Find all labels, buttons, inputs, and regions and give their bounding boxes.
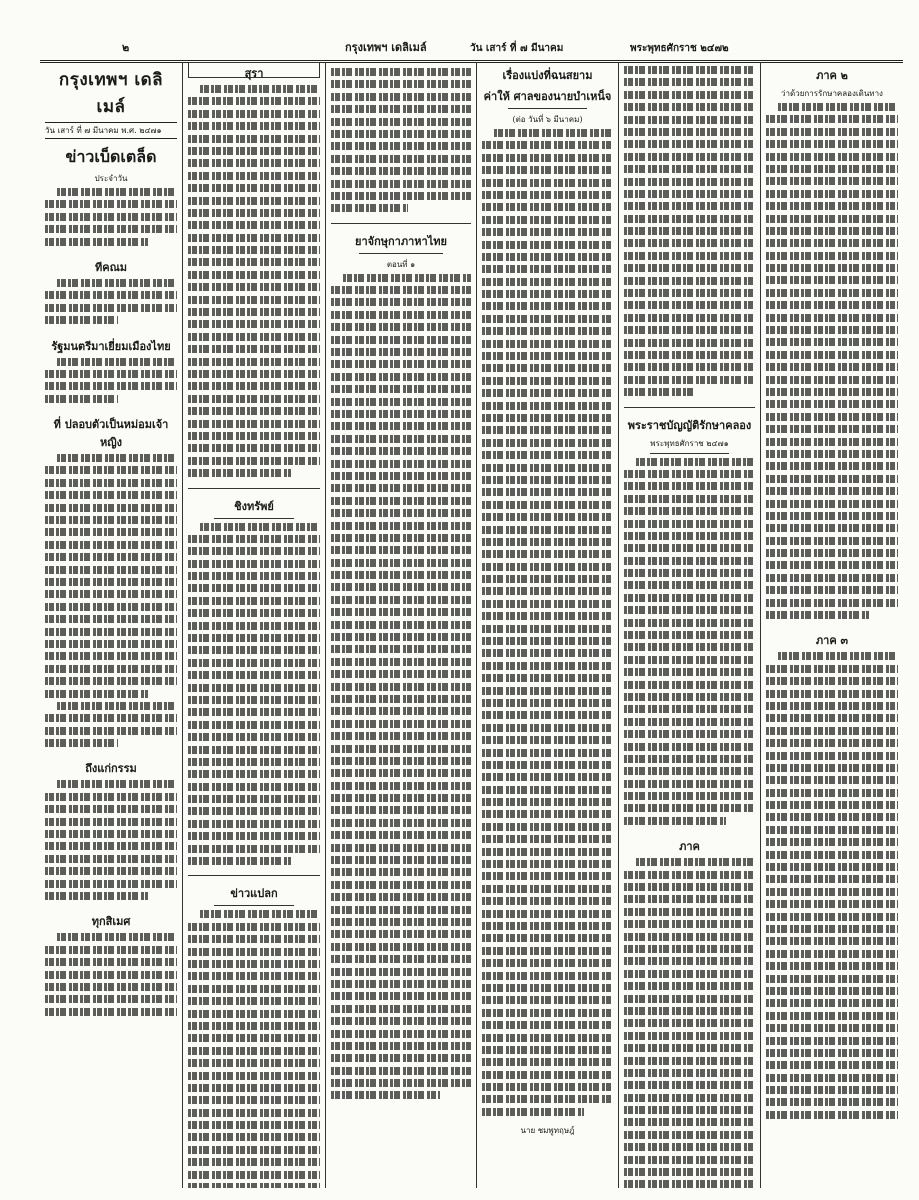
section-heading: ที่ ปลอบตัวเป็นหม่อมเจ้าหญิง <box>53 418 169 450</box>
column-5 <box>619 62 761 1188</box>
article-text <box>45 279 177 329</box>
article-text <box>624 458 755 830</box>
author-signature: นาย ชมพูทฤษฎ์ <box>520 1126 575 1136</box>
masthead-title: กรุงเทพฯ เดลิเมล์ <box>58 70 164 117</box>
column-1 <box>40 62 183 1188</box>
divider <box>508 108 587 109</box>
section-heading: ภาค ๓ <box>815 634 849 648</box>
article-text <box>45 454 177 751</box>
section-heading: ค่าให้ ศาลของนายบำเหน็จ <box>483 90 612 103</box>
dateline: วัน เสาร์ ที่ ๗ มีนาคม พ.ศ. ๒๔๗๑ <box>45 122 177 139</box>
article-text <box>331 274 471 1104</box>
section-heading: ภาค <box>679 840 700 854</box>
subheading-daily: ประจำวัน <box>94 174 128 183</box>
section-heading: ชิงทรัพย์ <box>234 499 274 513</box>
section-heading: เรื่องแบ่งที่ฉนสยาม <box>502 69 593 82</box>
section-heading: ภาค ๒ <box>816 69 848 82</box>
article-text <box>624 66 755 401</box>
subheading: (ต่อ วันที่ ๖ มีนาคม) <box>512 115 583 124</box>
header-issue: วัน เสาร์ ที่ ๗ มีนาคม <box>470 43 564 54</box>
article-text <box>45 780 177 904</box>
divider <box>331 223 471 224</box>
article-text <box>482 129 613 1120</box>
article-text <box>188 523 320 870</box>
section-heading: รัฐมนตรีมาเยี่ยมเมืองไทย <box>51 339 171 353</box>
section-heading: ยาจักษุกาภาหาไทย <box>355 234 447 248</box>
column-4 <box>477 62 619 1188</box>
section-heading: ทุกสิเมศ <box>91 915 131 929</box>
divider <box>214 518 293 519</box>
article-text <box>766 652 898 1123</box>
subheading: ว่าด้วยการรักษาคลองเดินทาง <box>781 89 883 98</box>
column-6 <box>761 62 903 1188</box>
section-heading: ข่าวแปลก <box>230 887 278 901</box>
article-text <box>331 68 471 217</box>
article-text <box>766 103 898 623</box>
divider <box>624 407 755 408</box>
article-text <box>624 858 755 1188</box>
divider <box>650 453 729 454</box>
article-text <box>45 358 177 408</box>
header-masthead: กรุงเทพฯ เดลิเมล์ <box>345 41 427 54</box>
section-heading: ถึงแก่กรรม <box>85 762 137 776</box>
article-text <box>188 85 320 482</box>
section-heading: สุรา <box>244 67 264 80</box>
section-heading: ทีคณม <box>94 260 128 274</box>
column-3 <box>326 62 477 1188</box>
divider <box>214 905 293 906</box>
columns <box>40 62 903 1188</box>
article-text <box>45 933 177 1020</box>
header-year: พระพุทธศักราช ๒๔๗๒ <box>630 43 729 54</box>
heading-news-misc: ข่าวเบ็ดเตล็ด <box>65 147 157 166</box>
article-text <box>188 910 320 1188</box>
divider <box>359 253 443 254</box>
column-2 <box>183 62 326 1188</box>
article-text <box>45 188 177 250</box>
subheading: พระพุทธศักราช ๒๔๗๑ <box>650 438 729 448</box>
section-heading: พระราชบัญญัติรักษาคลอง <box>627 418 752 432</box>
subheading: ตอนที่ ๑ <box>386 259 416 269</box>
page-header <box>40 38 903 63</box>
page-number: ๒ <box>122 41 130 54</box>
divider <box>188 488 320 489</box>
divider <box>188 875 320 876</box>
